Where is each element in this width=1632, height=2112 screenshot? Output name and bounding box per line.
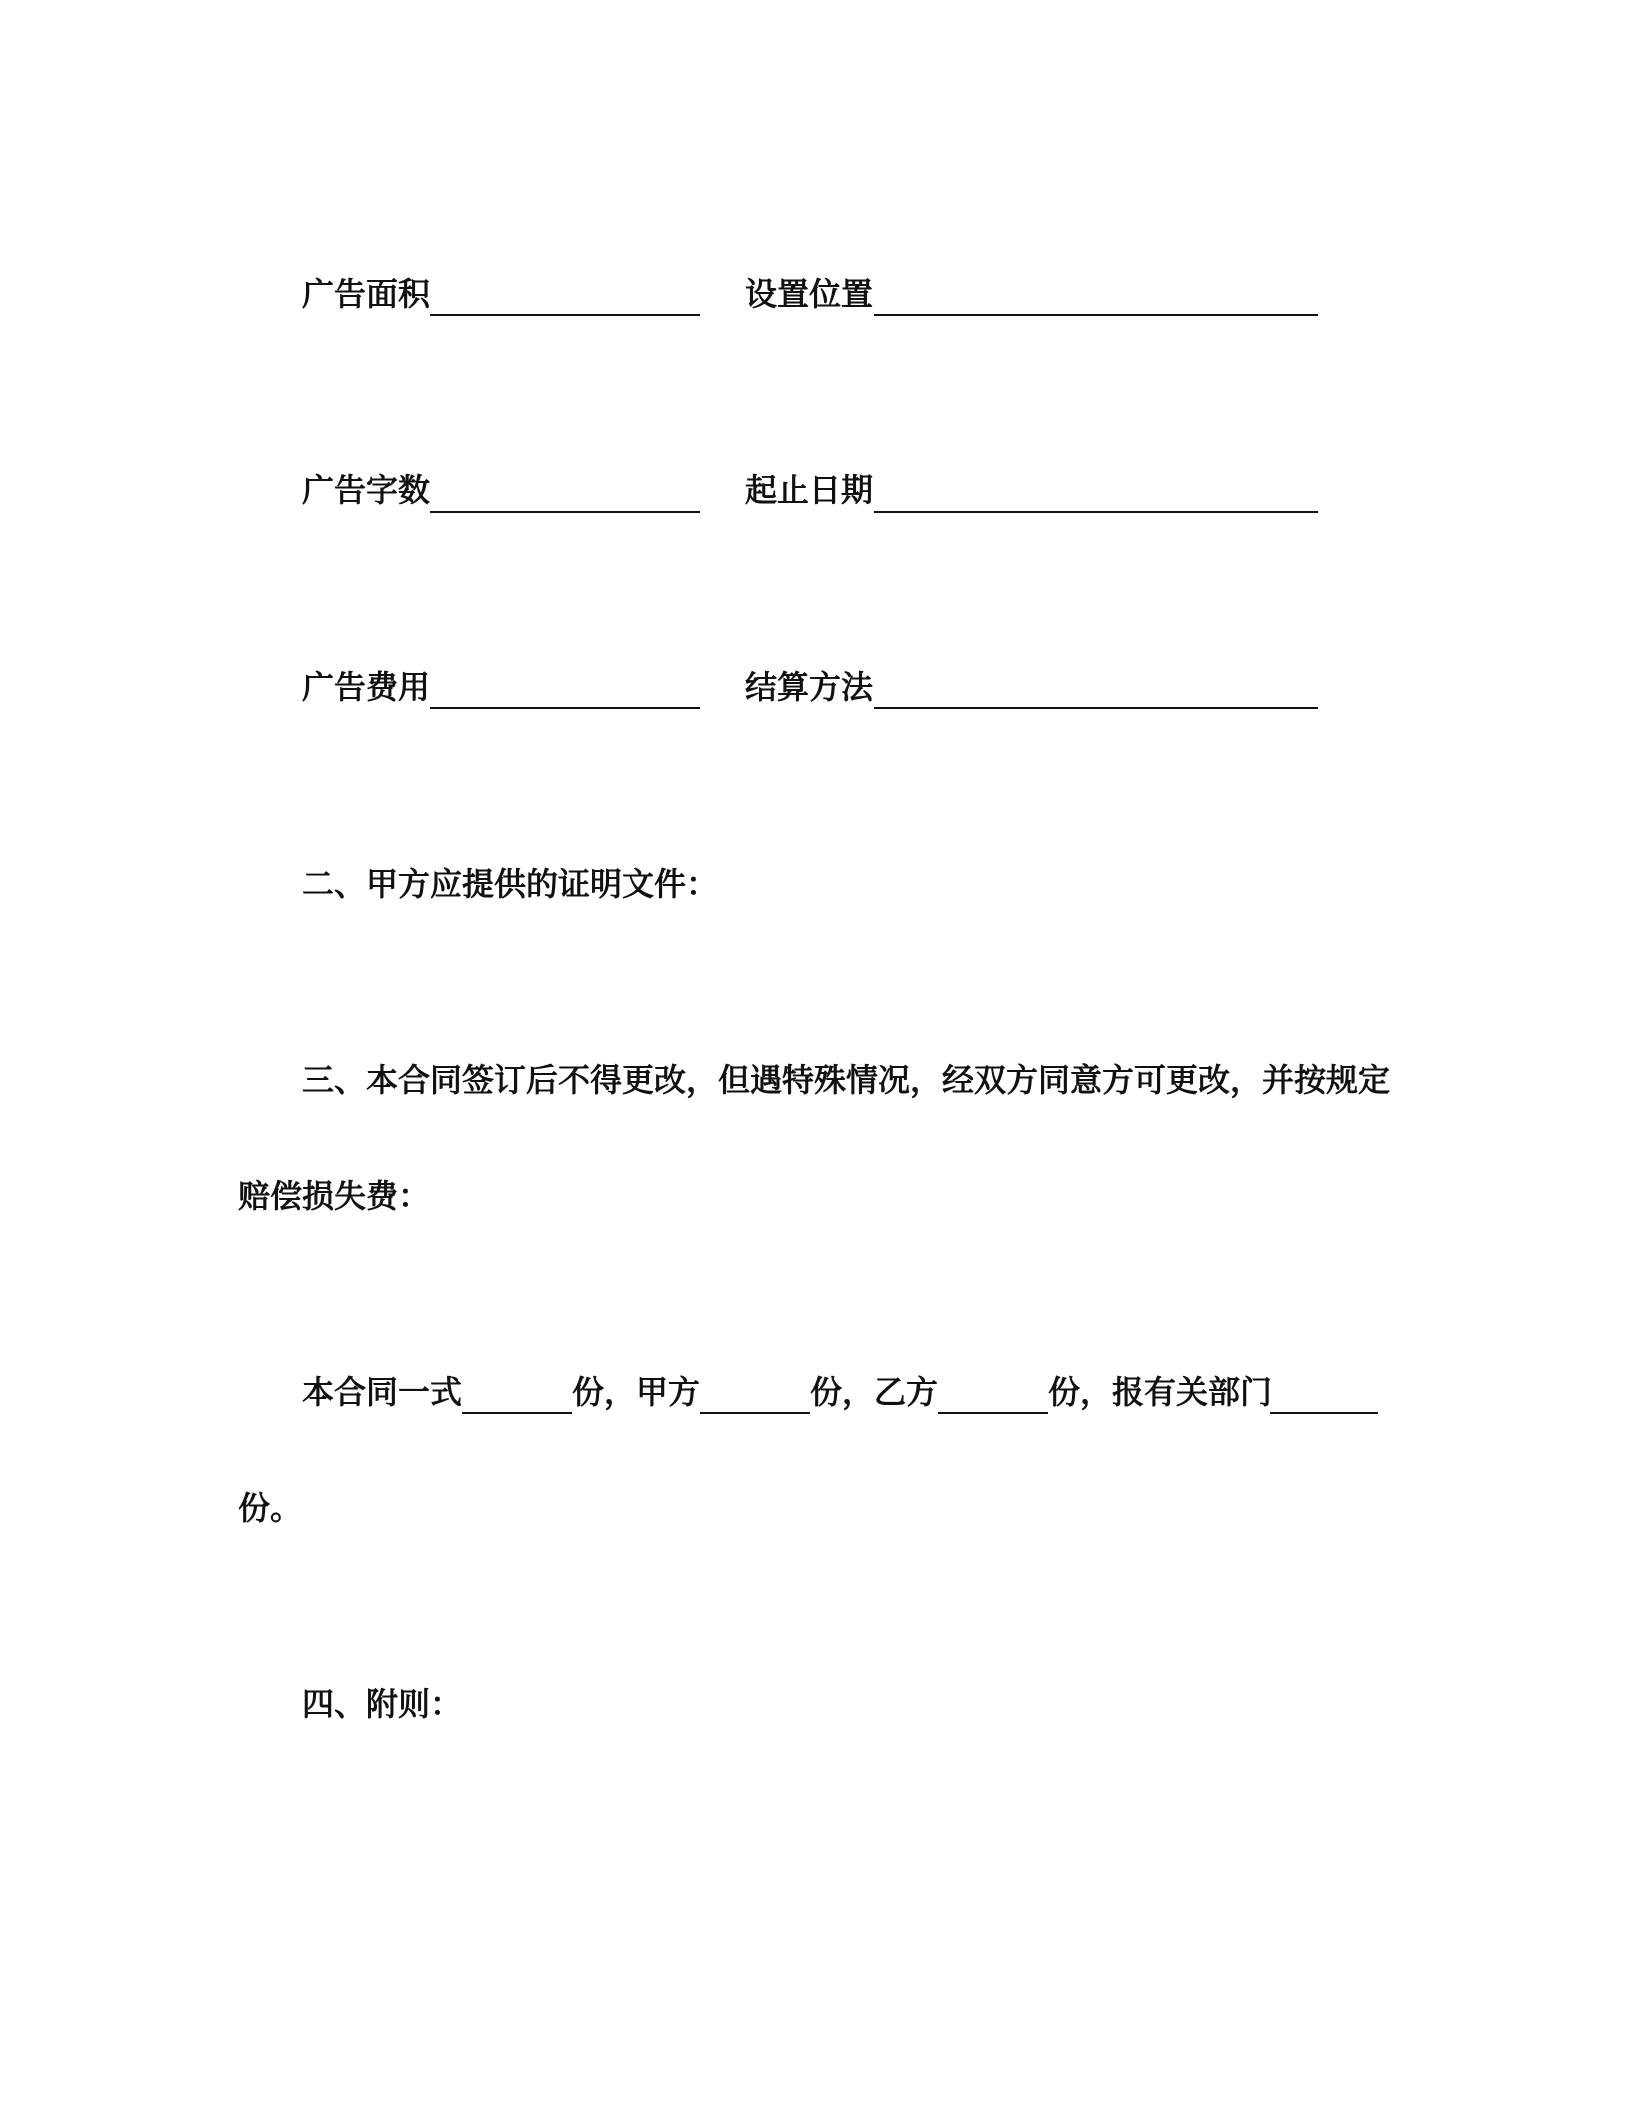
copies-party-b-blank[interactable] (938, 1412, 1048, 1414)
settlement-blank[interactable] (874, 707, 1318, 709)
copies-party-a-blank[interactable] (700, 1412, 810, 1414)
ad-area-blank[interactable] (430, 314, 700, 316)
section-4-heading: 四、附则： (302, 1685, 463, 1723)
ad-fee-blank[interactable] (430, 707, 700, 709)
copies-department-text: 份，报有关部门 (1048, 1373, 1273, 1411)
copies-prefix: 本合同一式 (302, 1373, 463, 1411)
copies-end: 份。 (238, 1489, 303, 1527)
location-blank[interactable] (874, 314, 1318, 316)
copies-party-b-text: 份，乙方 (810, 1373, 939, 1411)
copies-party-a-text: 份，甲方 (572, 1373, 701, 1411)
location-label: 设置位置 (745, 275, 874, 313)
ad-fee-label: 广告费用 (302, 668, 431, 706)
copies-total-blank[interactable] (462, 1412, 572, 1414)
date-range-blank[interactable] (874, 511, 1318, 513)
section-3-line-2: 赔偿损失费： (238, 1177, 431, 1215)
section-3-line-1: 三、本合同签订后不得更改，但遇特殊情况，经双方同意方可更改，并按规定 (302, 1061, 1391, 1099)
ad-area-label: 广告面积 (302, 275, 431, 313)
copies-department-blank[interactable] (1270, 1412, 1378, 1414)
ad-word-count-label: 广告字数 (302, 471, 431, 509)
date-range-label: 起止日期 (745, 471, 874, 509)
ad-word-count-blank[interactable] (430, 511, 700, 513)
section-2-heading: 二、甲方应提供的证明文件： (302, 865, 719, 903)
settlement-label: 结算方法 (745, 668, 874, 706)
